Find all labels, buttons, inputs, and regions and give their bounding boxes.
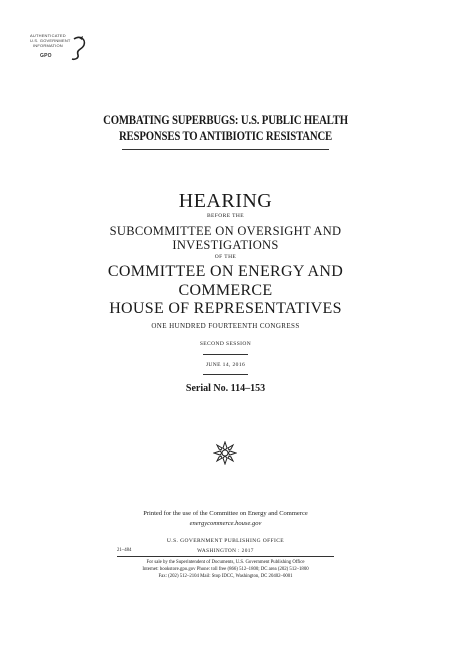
seal-gpo-mark: GPO xyxy=(40,53,52,59)
serial-number: Serial No. 114–153 xyxy=(185,383,266,394)
seal-line-3: INFORMATION xyxy=(33,43,63,48)
document-number: 21–484 xyxy=(117,548,132,553)
house-name: HOUSE OF REPRESENTATIVES xyxy=(109,300,342,317)
committee-name-line-2: COMMERCE xyxy=(178,282,273,299)
footer-rule xyxy=(117,556,334,557)
committee-name-line-1: COMMITTEE ON ENERGY AND xyxy=(107,263,344,280)
hearing-date: JUNE 14, 2016 xyxy=(205,362,246,368)
hearing-title-line-2: RESPONSES TO ANTIBIOTIC RESISTANCE xyxy=(118,129,333,143)
sale-info-line-3: Fax: (202) 512–2104 Mail: Stop IDCC, Washington, DC 20402–0001 xyxy=(158,574,293,579)
eagle-emblem-icon xyxy=(66,35,88,61)
sale-info-line-2: Internet: bookstore.gpo.gov Phone: toll free (866) 512–1800; DC area (202) 512–1800 xyxy=(142,567,309,572)
title-rule xyxy=(122,149,329,150)
committee-website: energycommerce.house.gov xyxy=(189,520,262,527)
date-rule xyxy=(203,374,248,375)
seal-line-2: U.S. GOVERNMENT xyxy=(30,38,71,43)
congress-label: ONE HUNDRED FOURTEENTH CONGRESS xyxy=(151,322,300,330)
before-the-label: BEFORE THE xyxy=(206,213,245,219)
hearing-heading: HEARING xyxy=(178,190,273,212)
subcommittee-name-line-2: INVESTIGATIONS xyxy=(172,238,279,252)
ornament-icon xyxy=(213,441,237,465)
session-label: SECOND SESSION xyxy=(199,341,252,347)
session-rule xyxy=(203,354,248,355)
publishing-office: U.S. GOVERNMENT PUBLISHING OFFICE xyxy=(166,538,285,544)
printed-for-note: Printed for the use of the Committee on Energy and Commerce xyxy=(143,510,308,517)
subcommittee-name-line-1: SUBCOMMITTEE ON OVERSIGHT AND xyxy=(109,224,342,238)
sale-info-line-1: For sale by the Superintendent of Documents, U.S. Government Publishing Office xyxy=(146,560,305,565)
hearing-title-line-1: COMBATING SUPERBUGS: U.S. PUBLIC HEALTH xyxy=(103,113,348,127)
seal-line-1: AUTHENTICATED xyxy=(30,33,66,38)
place-and-year: WASHINGTON : 2017 xyxy=(197,548,254,554)
gpo-authentication-seal xyxy=(30,33,88,63)
of-the-label: OF THE xyxy=(214,254,237,260)
